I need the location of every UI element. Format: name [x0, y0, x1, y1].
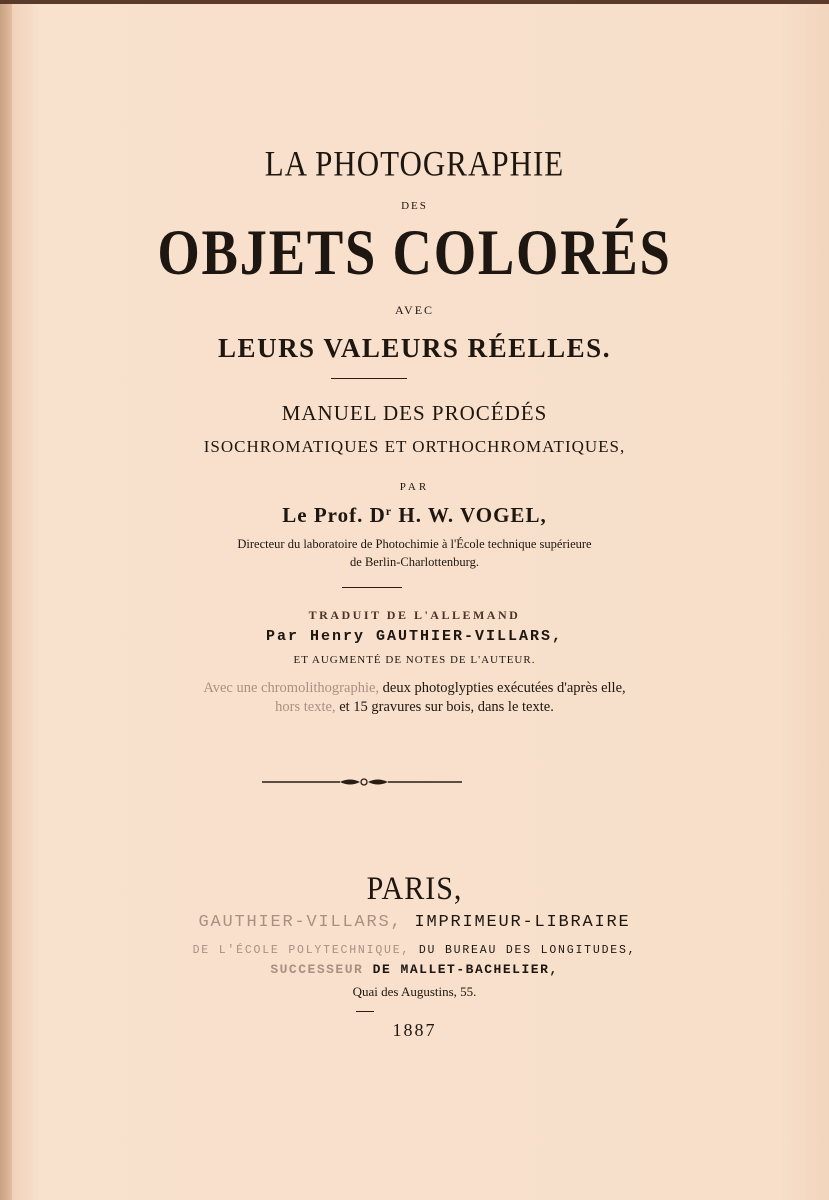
author-affiliation-line-2: de Berlin-Charlottenburg.	[350, 555, 479, 569]
city: PARIS,	[366, 870, 463, 907]
divider-rule-3	[356, 1011, 374, 1012]
publisher-address: Quai des Augustins, 55.	[352, 984, 477, 999]
illustrations-line-2	[0, 699, 829, 716]
illustrations-line-1	[0, 680, 829, 697]
publisher-line	[0, 913, 829, 932]
divider-rule-2	[342, 587, 402, 588]
publisher-affiliation-faded: DE L'ÉCOLE POLYTECHNIQUE,	[192, 944, 411, 957]
illustrations-line-1-faded: Avec une chromolithographie,	[203, 680, 380, 696]
illustrations-line-1-rest: deux photoglypties exécutées d'après elle,	[379, 680, 626, 696]
successor-name: DE MALLET-BACHELIER,	[363, 962, 559, 977]
title-line-1: LA PHOTOGRAPHIE	[264, 143, 565, 184]
divider-rule-1	[331, 378, 407, 379]
publication-year: 1887	[392, 1020, 437, 1040]
publisher-affiliation-rest: DU BUREAU DES LONGITUDES,	[410, 944, 637, 957]
publisher-role: IMPRIMEUR-LIBRAIRE	[402, 913, 631, 932]
manual-title-line-2: ISOCHROMATIQUES ET ORTHOCHROMATIQUES,	[203, 437, 626, 456]
title-connector-des: DES	[401, 200, 428, 212]
author-superscript: r	[385, 504, 393, 518]
illustrations-line-2-rest: et 15 gravures sur bois, dans le texte.	[335, 699, 554, 715]
author-name: H. W. VOGEL,	[392, 503, 547, 527]
author-line	[0, 503, 829, 528]
translator-prefix: Par Henry	[265, 628, 376, 645]
translator-line	[0, 628, 829, 645]
publisher-affiliation-line	[0, 944, 829, 957]
augmented-notes-line: ET AUGMENTÉ DE NOTES DE L'AUTEUR.	[293, 654, 536, 666]
successor-label: SUCCESSEUR	[270, 962, 364, 977]
title-connector-avec: AVEC	[394, 303, 435, 317]
subtitle: LEURS VALEURS RÉELLES.	[218, 333, 611, 363]
manual-title-line-1: MANUEL DES PROCÉDÉS	[281, 401, 548, 425]
translated-from-line: TRADUIT DE L'ALLEMAND	[308, 608, 521, 622]
main-title: OBJETS COLORÉS	[157, 217, 672, 289]
translator-name: GAUTHIER-VILLARS,	[375, 628, 564, 645]
illustrations-line-2-faded: hors texte,	[275, 699, 336, 715]
by-label: PAR	[399, 481, 430, 493]
page-top-edge	[0, 0, 829, 4]
author-prefix: Le Prof. D	[282, 503, 386, 527]
ornamental-rule	[262, 774, 462, 790]
author-affiliation-line-1: Directeur du laboratoire de Photochimie à l'École technique supérieure	[237, 537, 592, 551]
successor-line	[0, 962, 829, 977]
publisher-name: GAUTHIER-VILLARS,	[198, 913, 403, 932]
